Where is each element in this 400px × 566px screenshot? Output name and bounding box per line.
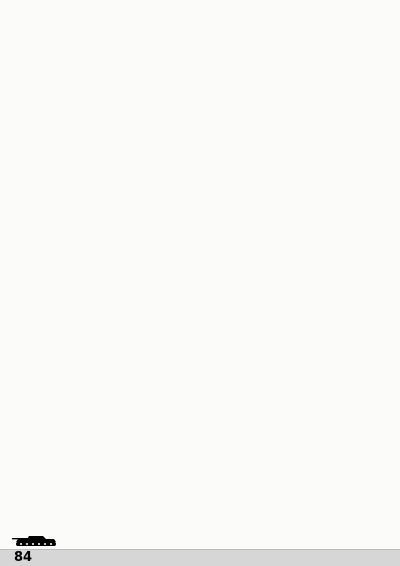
text-columns — [11, 8, 389, 534]
footer-band — [0, 549, 400, 566]
left-text-column — [11, 8, 195, 534]
tank-silhouette-icon — [12, 534, 58, 548]
right-text-column — [205, 8, 389, 534]
page-number: 84 — [14, 550, 33, 565]
page-footer — [0, 534, 400, 566]
